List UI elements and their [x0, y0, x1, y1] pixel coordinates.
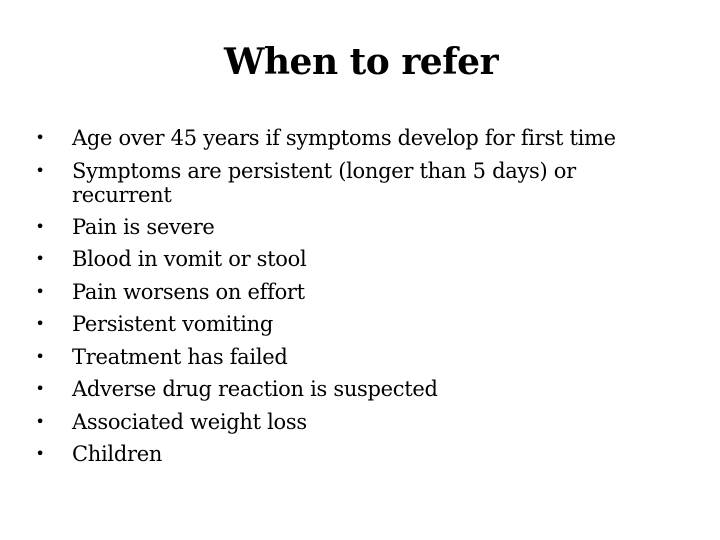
bullet-icon: • — [35, 379, 45, 398]
list-item — [30, 243, 670, 276]
bullet-icon: • — [35, 216, 45, 236]
list-item-text: Adverse drug reaction is suspected — [72, 377, 438, 401]
bullet-icon: • — [35, 249, 45, 268]
list-item — [30, 308, 670, 341]
list-item-text: Pain is severe — [72, 214, 215, 239]
list-item — [30, 122, 670, 155]
list-item-text: Age over 45 years if symptoms develop for first time — [72, 126, 616, 150]
slide-title — [0, 38, 720, 86]
bullet-icon: • — [35, 160, 45, 180]
list-item — [30, 373, 670, 406]
bullet-icon: • — [35, 128, 45, 147]
list-item — [30, 155, 670, 211]
list-item-text: Persistent vomiting — [72, 312, 273, 336]
bullet-list — [30, 122, 670, 471]
list-item-text: Symptoms are persistent (longer than 5 days) or recurrent — [72, 158, 576, 207]
list-item — [30, 276, 670, 309]
list-item-text: Treatment has failed — [72, 344, 288, 369]
list-item-text: Associated weight loss — [72, 409, 307, 434]
bullet-icon: • — [35, 281, 45, 301]
list-item — [30, 341, 670, 374]
bullet-icon: • — [35, 411, 45, 431]
bullet-icon: • — [35, 444, 45, 463]
list-item-text: Pain worsens on effort — [72, 279, 305, 304]
bullet-icon: • — [35, 314, 45, 333]
list-item-text: Blood in vomit or stool — [72, 247, 307, 271]
list-item — [30, 438, 670, 471]
slide-title-text: When to refer — [223, 41, 499, 83]
list-item — [30, 406, 670, 439]
list-item — [30, 211, 670, 244]
list-item-text: Children — [72, 442, 163, 466]
bullet-icon: • — [35, 346, 45, 366]
